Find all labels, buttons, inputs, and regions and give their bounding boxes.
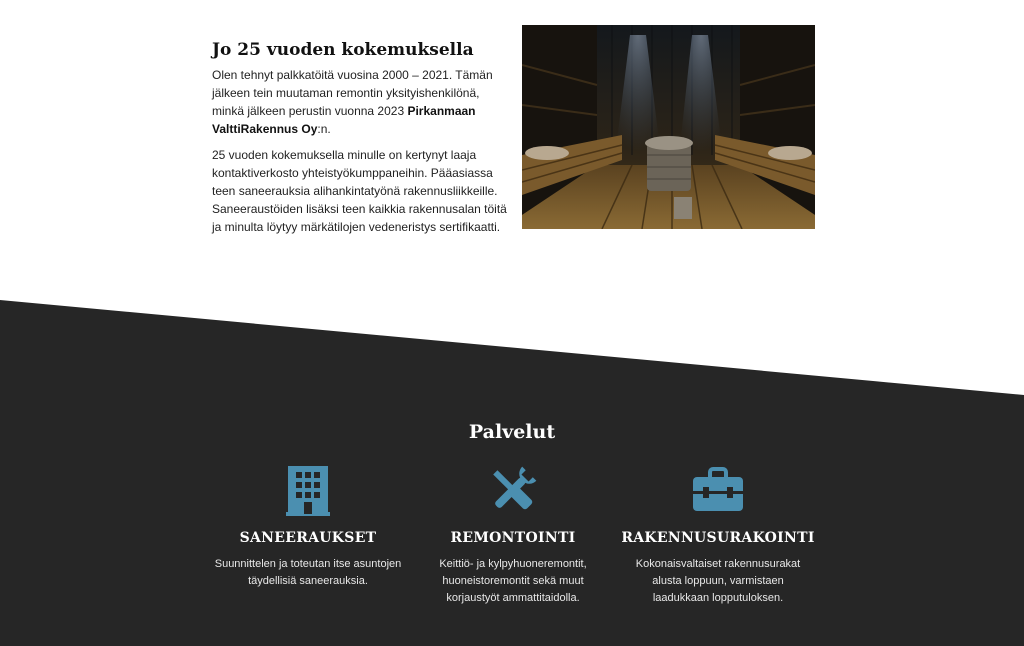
about-paragraph-2: 25 vuoden kokemuksella minulle on kertynyt laaja kontaktiverkosto yhteistyökumppaneihin. Pääasiassa teen saneerauksia alihankintatyönä rakennusliikkeille. Saneeraustöiden lisäksi teen kaikkia rakennusalan töitä ja minulta löytyy märkätilojen vedeneristys sertifikaatti. — [212, 148, 507, 234]
tools-icon — [486, 463, 540, 517]
service-title: RAKENNUSURAKOINTI — [621, 530, 815, 546]
service-title: SANEERAUKSET — [239, 530, 377, 546]
service-rakennusurakointi — [608, 462, 828, 607]
service-desc: Keittiö- ja kylpyhuoneremontit, huoneistoremontit sekä muut korjaustyöt ammattitaidolla. — [439, 558, 587, 604]
about-p1-text: Olen tehnyt palkkatöitä vuosina 2000 – 2021. Tämän jälkeen tein muutaman remontin yksityishenkilönä, minkä jälkeen perustin vuonna 2023 — [212, 68, 493, 118]
building-icon — [286, 464, 330, 516]
service-remontointi — [403, 462, 623, 607]
about-title: Jo 25 vuoden kokemuksella — [212, 40, 474, 60]
about-p1-suffix: :n. — [317, 122, 331, 136]
company-name: Pirkanmaan ValttiRakennus Oy — [212, 104, 476, 136]
service-desc: Suunnittelen ja toteutan itse asuntojen täydellisiä saneerauksia. — [214, 558, 402, 587]
toolbox-icon — [691, 467, 745, 513]
service-saneeraukset — [198, 462, 418, 590]
service-title: REMONTOINTI — [450, 530, 576, 546]
service-desc: Kokonaisvaltaiset rakennusurakat alusta loppuun, varmistaen laadukkaan lopputuloksen. — [635, 558, 801, 604]
services-title: Palvelut — [468, 421, 556, 443]
